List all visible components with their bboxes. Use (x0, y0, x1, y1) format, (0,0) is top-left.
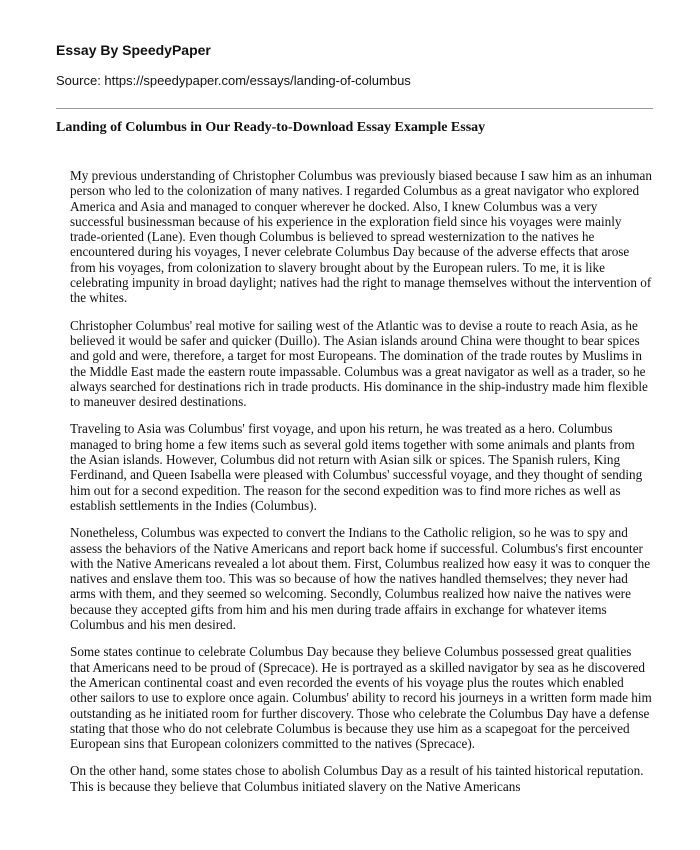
essay-title: Landing of Columbus in Our Ready-to-Download Essay Example Essay (56, 120, 486, 135)
document-header (56, 40, 656, 90)
header-divider (56, 108, 653, 109)
source-line: Source: https://speedypaper.com/essays/landing-of-columbus (56, 73, 411, 88)
paragraph: On the other hand, some states chose to abolish Columbus Day as a result of his tainted historical reputation. This is because they believe that Columbus initiated slavery on the Native Americans (70, 763, 644, 794)
paragraph: My previous understanding of Christopher Columbus was previously biased because I saw him as an inhuman person who led to the colonization of many natives. I regarded Columbus as a great navigator who explored America and Asia and managed to conquer wherever he docked. Also, I knew Columbus was a very successful businessman because of his experience in the exploration field since his voyages were mainly trade-oriented (Lane). Even though Columbus is believed to spread westernization to the natives he encountered during his voyages, I never celebrate Columbus Day because of the adverse effects that arose from his voyages, from colonization to slavery brought about by the European rulers. To me, it is like celebrating impunity in broad daylight; natives had the right to manage themselves without the intervention of the whites. (70, 168, 652, 306)
paragraph: Traveling to Asia was Columbus' first voyage, and upon his return, he was treated as a hero. Columbus managed to bring home a few items such as several gold items together with some animals and plants from the Asian islands. However, Columbus did not return with Asian silk or spices. The Spanish rulers, King Ferdinand, and Queen Isabella were pleased with Columbus' successful voyage, and they thought of sending him out for a second expedition. The reason for the second expedition was to find more riches as well as establish settlements in the Indies (Columbus). (70, 421, 643, 513)
brand-title: Essay By SpeedyPaper (56, 42, 211, 58)
essay-body (70, 168, 654, 806)
paragraph: Christopher Columbus' real motive for sailing west of the Atlantic was to devise a route to reach Asia, as he believed it would be safer and quicker (Duillo). The Asian islands around China were thought to bear spices and gold and were, therefore, a target for most Europeans. The domination of the trade routes by Muslims in the Middle East made the eastern route impassable. Columbus was a great navigator as well as a trader, so he always searched for destinations rich in trade products. His dominance in the ship-industry made him flexible to maneuver desired destinations. (70, 317, 648, 410)
paragraph: Some states continue to celebrate Columbus Day because they believe Columbus possessed great qualities that Americans need to be proud of (Sprecace). He is portrayed as a skilled navigator by sea as he discovered the American continental coast and even recorded the events of his voyage plus the routes which enabled other sailors to use to explore once again. Columbus' ability to record his journeys in a written form made him outstanding as he initiated room for further discovery. Those who celebrate the Columbus Day have a defense stating that those who do not celebrate Columbus is because they use him as a scapegoat for the perceived European sins that European colonizers committed to the natives (Sprecace). (70, 644, 652, 752)
paragraph: Nonetheless, Columbus was expected to convert the Indians to the Catholic religion, so he was to spy and assess the behaviors of the Native Americans and report back home if successful. Columbus's first encounter with the Native Americans revealed a lot about them. First, Columbus realized how easy it was to conquer the natives and enslave them too. This was so because of how the natives handled themselves; they never had arms with them, and they seemed so welcoming. Secondly, Columbus realized how naive the natives were because they accepted gifts from him and his men during trade affairs in exchange for whatever items Columbus and his men desired. (70, 525, 651, 633)
